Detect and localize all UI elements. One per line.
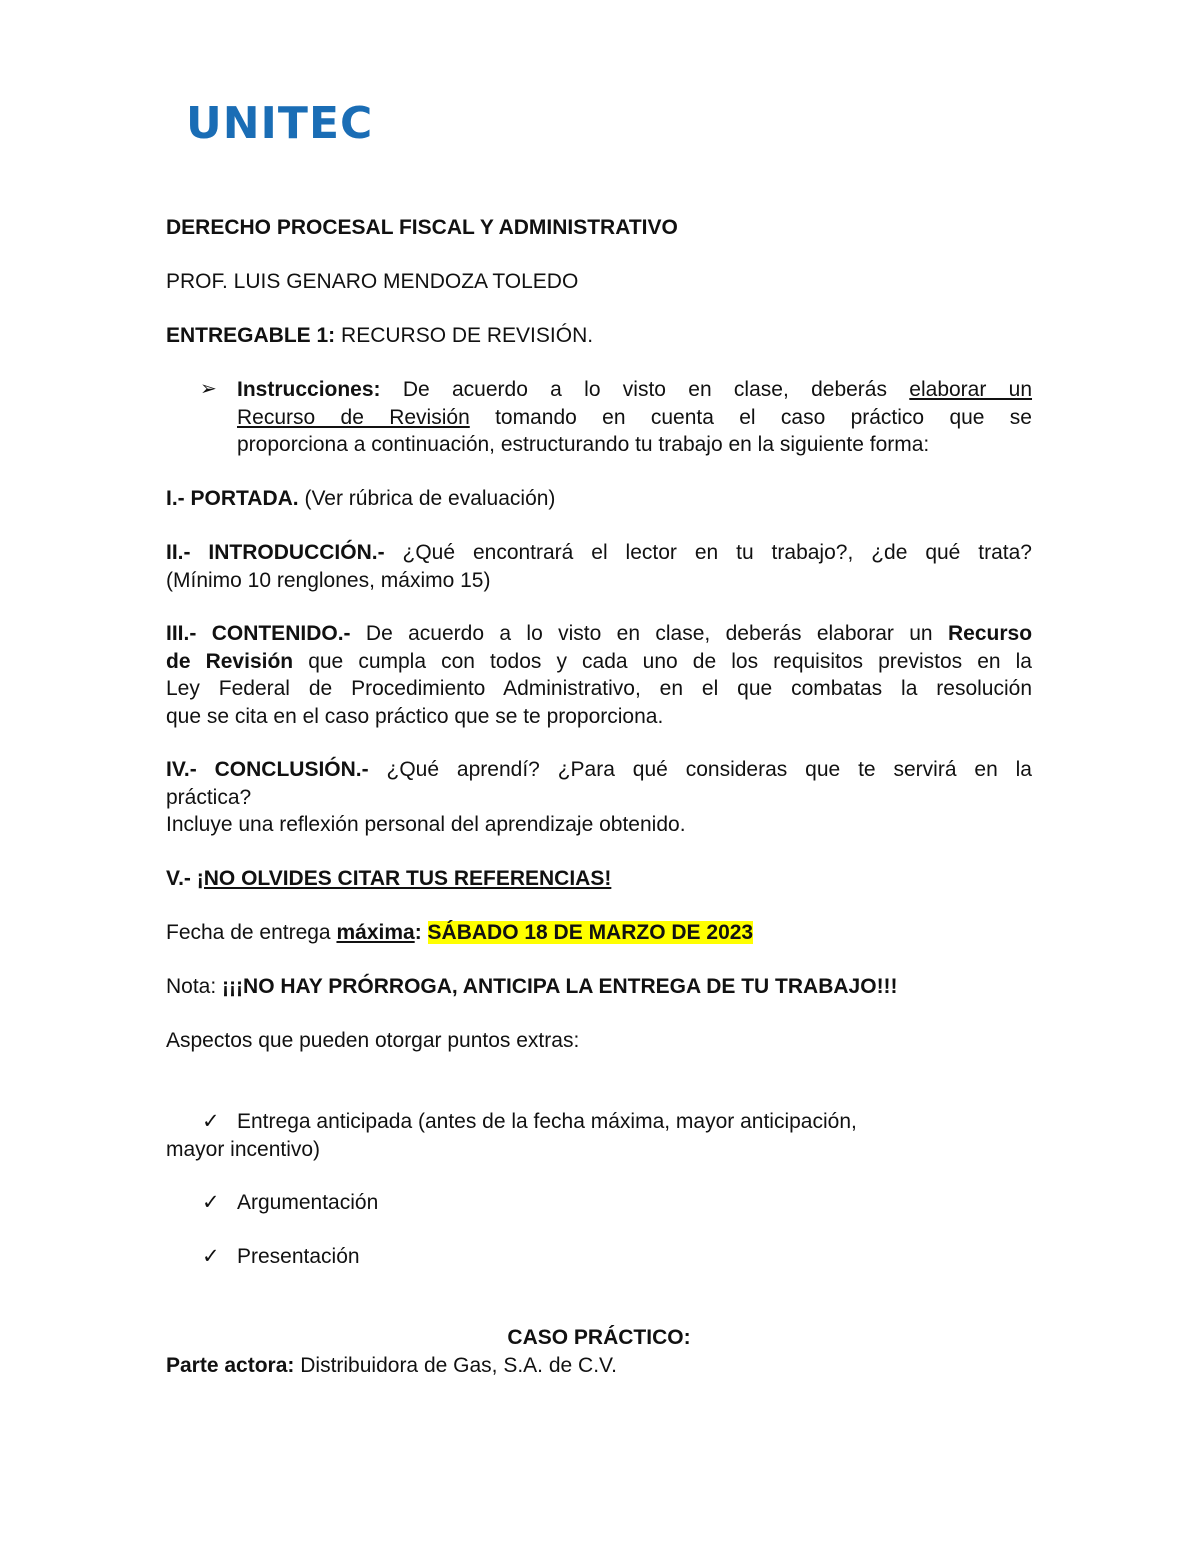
check-icon: ✓ — [202, 1245, 220, 1268]
section-referencias: V.- ¡NO OLVIDES CITAR TUS REFERENCIAS! — [166, 867, 612, 890]
deliverable-label: ENTREGABLE 1: — [166, 324, 336, 347]
extras-item-2: Argumentación — [237, 1191, 379, 1214]
case-party-line: Parte actora: Distribuidora de Gas, S.A. de C.V. — [166, 1354, 617, 1377]
section-conclusion-line-2: práctica? — [166, 785, 252, 809]
course-title: DERECHO PROCESAL FISCAL Y ADMINISTRATIVO — [166, 216, 678, 239]
check-icon: ✓ — [202, 1110, 220, 1133]
deadline-emphasis: máxima — [336, 921, 415, 944]
section-introduccion-line-2: (Mínimo 10 renglones, máximo 15) — [166, 568, 491, 592]
section-contenido-line-2: de Revisión que cumpla con todos y cada uno de los requisitos previstos en la — [166, 649, 1032, 673]
extras-item-1-line-1: Entrega anticipada (antes de la fecha máxima, mayor anticipación, — [237, 1110, 857, 1133]
deliverable-value: RECURSO DE REVISIÓN. — [341, 324, 594, 347]
section-introduccion-line-1: II.- INTRODUCCIÓN.- ¿Qué encontrará el lector en tu trabajo?, ¿de qué trata? — [166, 541, 1032, 564]
extras-item-3: Presentación — [237, 1245, 360, 1268]
case-title: CASO PRÁCTICO: — [507, 1326, 691, 1349]
note-line: Nota: ¡¡¡NO HAY PRÓRROGA, ANTICIPA LA ENTREGA DE TU TRABAJO!!! — [166, 975, 898, 998]
section-conclusion-line-1: IV.- CONCLUSIÓN.- ¿Qué aprendí? ¿Para qué consideras que te servirá en la — [166, 758, 1032, 781]
instructions-line-2: Recurso de Revisión tomando en cuenta el caso práctico que se — [237, 405, 1032, 429]
section-contenido-line-3: Ley Federal de Procedimiento Administrativo, en el que combatas la resolución — [166, 677, 1032, 700]
instructions-line-1: Instrucciones: De acuerdo a lo visto en clase, deberás elaborar un — [237, 378, 1033, 401]
deadline-line: Fecha de entrega máxima: SÁBADO 18 DE MARZO DE 2023 — [166, 921, 754, 944]
professor-name: PROF. LUIS GENARO MENDOZA TOLEDO — [166, 270, 579, 293]
section-contenido-line-1: III.- CONTENIDO.- De acuerdo a lo visto en clase, deberás elaborar un Recurso — [166, 622, 1033, 645]
check-icon: ✓ — [202, 1191, 220, 1214]
instructions-line-3: proporciona a continuación, estructurando tu trabajo en la siguiente forma: — [237, 433, 930, 456]
unitec-logo: UNITEC — [186, 98, 374, 149]
section-conclusion-line-3: Incluye una reflexión personal del aprendizaje obtenido. — [166, 813, 686, 836]
deadline-date: SÁBADO 18 DE MARZO DE 2023 — [427, 921, 754, 944]
arrow-bullet-icon: ➢ — [200, 378, 217, 400]
extras-item-1-line-2: mayor incentivo) — [166, 1138, 321, 1161]
section-contenido-line-4: que se cita en el caso práctico que se te proporciona. — [166, 704, 664, 728]
extras-intro: Aspectos que pueden otorgar puntos extras: — [166, 1029, 580, 1052]
section-portada: I.- PORTADA. (Ver rúbrica de evaluación) — [166, 487, 556, 510]
deliverable-line — [166, 322, 1032, 350]
